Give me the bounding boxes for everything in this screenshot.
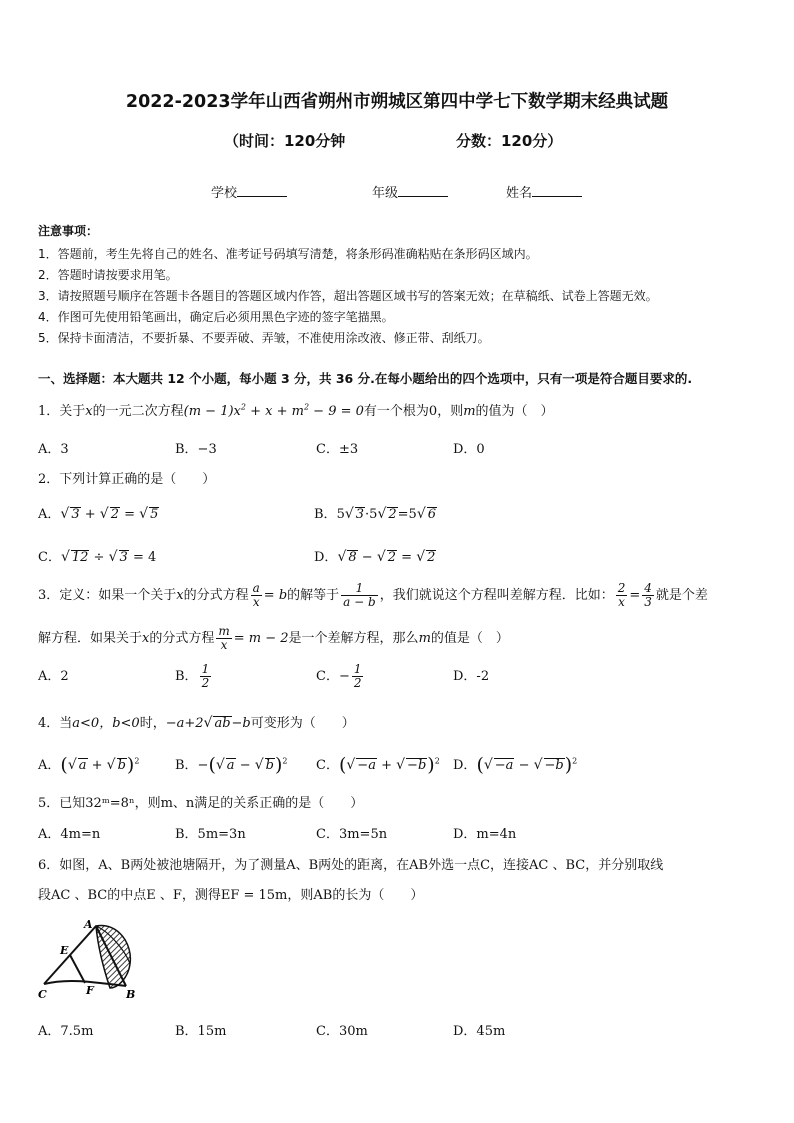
note-item: 4．作图可先使用铅笔画出，确定后必须用黑色字迹的签字笔描黑。 — [38, 310, 394, 324]
q4-expr: −b — [231, 716, 251, 731]
q4-option-label: C． — [316, 758, 339, 773]
q2-option-label: B． — [314, 507, 337, 522]
question-2: 2．下列计算正确的是（ ） — [38, 472, 216, 487]
q4-text: 可变形为（ ） — [250, 716, 355, 731]
note-item: 3．请按照题号顺序在答题卡各题目的答题区域内作答，超出答题区域书写的答案无效；在草稿纸、试卷上答题无效。 — [38, 289, 658, 303]
note-item: 5．保持卡面清洁，不要折暴、不要弄破、弄皱，不准使用涂改液、修正带、刮纸刀。 — [38, 331, 490, 345]
q1-option-a[interactable]: A．3 — [38, 442, 69, 457]
denominator: a − b — [343, 595, 376, 609]
q1-text: 有一个根为 — [363, 404, 429, 419]
q1-equation: $(m - 1)x^2 + x + m^2 - 9 = 0$ — [183, 402, 364, 419]
name-field — [506, 182, 582, 201]
q4-option-d[interactable]: D．(√ −a − √ −b)$^2$ — [453, 754, 578, 776]
numerator: a — [252, 581, 260, 595]
q3-var: x — [142, 631, 150, 646]
fraction — [642, 582, 654, 609]
question-3-line-1: 3．定义：如果一个关于x的分式方程 $\frac{a}{x}$ = b的解等于 $\frac{1}{a - b}$ ，我们就说这个方程叫差解方程．比如： $\frac{2}{x}$ = $\frac{4}{3}$ 就是个差 — [38, 581, 708, 609]
q3-option-label: C．− — [316, 669, 350, 684]
q6-option-c[interactable]: C．30m — [316, 1024, 368, 1039]
radicand: 8 — [348, 550, 357, 565]
numerator: 2 — [617, 581, 626, 595]
q3-option-b[interactable] — [175, 660, 213, 694]
denominator: 2 — [353, 676, 362, 690]
numerator: 1 — [201, 662, 210, 676]
q6-option-a[interactable]: A．7.5m — [38, 1024, 94, 1039]
q5-option-d[interactable]: D．m=4n — [453, 827, 517, 842]
label-a: A — [84, 918, 93, 931]
fraction — [216, 625, 231, 652]
question-3-line-2 — [38, 622, 509, 656]
q6-option-d[interactable]: D．45m — [453, 1024, 506, 1039]
label-e: E — [60, 944, 69, 957]
numerator: 1 — [341, 582, 378, 596]
notes-heading: 注意事项： — [38, 224, 99, 238]
question-4: 4．当a<0，b<0时，−a+2√ ab−b可变形为（ ） — [38, 715, 355, 731]
total-score: 分数：120分） — [456, 132, 563, 150]
q4-option-c[interactable]: C．(√ −a + √ −b)$^2$ — [316, 754, 440, 776]
q2-option-label: C． — [38, 550, 61, 565]
fraction — [341, 582, 378, 609]
question-5: 5．已知32ᵐ=8ⁿ，则m、n满足的关系正确的是（ ） — [38, 796, 364, 811]
label-f: F — [86, 984, 94, 997]
q2-option-b[interactable]: B．5√ 3·5√ 2=5√ 6 — [314, 506, 437, 522]
coef: ·5 — [365, 507, 378, 522]
q3-eq: = m − 2 — [233, 631, 289, 646]
q2-option-c[interactable]: C．√ 12 ÷ √ 3 = 4 — [38, 549, 157, 565]
q1-text: ，则 — [437, 404, 464, 419]
q1-eq-part: + x + m — [245, 404, 304, 419]
q1-option-c[interactable]: C．±3 — [316, 442, 359, 457]
q4-option-label: D． — [453, 758, 477, 773]
section-heading: 一、选择题：本大题共 12 个小题，每小题 3 分，共 36 分.在每小题给出的四个选项中，只有一项是符合题目要求的. — [38, 371, 693, 386]
fraction — [251, 582, 262, 609]
numerator: 4 — [644, 581, 652, 595]
question-1 — [38, 400, 554, 419]
q3-eq: = b — [263, 588, 288, 603]
numerator: m — [218, 624, 230, 638]
q4-option-label: A． — [38, 758, 61, 773]
question-6-line-1: 6．如图，A、B两处被池塘隔开，为了测量A、B两处的距离，在AB外选一点C，连接AC 、BC，并分别取线 — [38, 858, 664, 873]
fraction — [352, 663, 364, 690]
fraction — [616, 582, 628, 609]
q1-text: 的值为（ ） — [475, 404, 554, 419]
q1-eq-part: (m − 1)x — [183, 404, 241, 419]
label-c: C — [38, 988, 47, 1001]
school-field — [211, 182, 287, 201]
school-label: 学校 — [211, 186, 238, 201]
grade-blank[interactable] — [398, 184, 448, 197]
q4-cond: a<0， — [72, 716, 113, 731]
denominator: x — [618, 595, 625, 609]
q4-text: 时， — [139, 716, 166, 731]
question-6-line-2: 段AC 、BC的中点E 、F，测得EF = 15m，则AB的长为（ ） — [38, 888, 424, 903]
grade-field — [372, 182, 448, 201]
q2-option-a[interactable]: A．√ 3 + √ 2 = √ 5 — [38, 506, 159, 522]
q4-option-a[interactable]: A．(√ a + √ b)$^2$ — [38, 754, 140, 776]
q3-text: 的分式方程 — [149, 631, 215, 646]
radicand: 2 — [388, 507, 397, 522]
coef: 5 — [336, 507, 345, 522]
radicand: 6 — [427, 507, 437, 522]
q1-text: 的一元二次方程 — [92, 404, 184, 419]
q1-option-b[interactable]: B．−3 — [175, 442, 217, 457]
radicand: 2 — [387, 550, 397, 565]
q3-text: 的分式方程 — [183, 588, 249, 603]
q1-var: x — [85, 404, 93, 419]
radicand: 3 — [71, 507, 80, 522]
denominator: x — [252, 595, 260, 609]
q6-option-b[interactable]: B．15m — [175, 1024, 227, 1039]
denominator: x — [220, 638, 228, 652]
time-limit: （时间：120分钟 — [224, 132, 346, 150]
radicand: 5 — [150, 507, 159, 522]
q1-var: m — [463, 404, 476, 419]
q3-text: ，我们就说这个方程叫差解方程．比如： — [379, 588, 614, 603]
q4-expr: −a+2 — [165, 716, 204, 731]
name-label: 姓名 — [506, 186, 533, 201]
denominator: 2 — [201, 676, 210, 690]
q5-option-a[interactable]: A．4m=n — [38, 827, 101, 842]
radicand: 2 — [427, 550, 436, 565]
radicand: 3 — [355, 507, 365, 522]
q5-option-c[interactable]: C．3m=5n — [316, 827, 388, 842]
radicand: 3 — [119, 550, 128, 565]
q1-text: 1．关于 — [38, 404, 86, 419]
denominator: 3 — [644, 595, 652, 609]
q1-eq-part: − 9 = 0 — [309, 404, 364, 419]
q3-text: 3．定义：如果一个关于 — [38, 588, 177, 603]
q3-text: 就是个差 — [655, 588, 708, 603]
fraction — [200, 663, 212, 690]
q3-text: 是一个差解方程，那么 — [288, 631, 419, 646]
q3-option-d[interactable]: D．-2 — [453, 669, 490, 684]
radicand: 12 — [71, 550, 89, 565]
q3-text: 的值是（ ） — [430, 631, 509, 646]
page-title: 2022-2023学年山西省朔州市朔城区第四中学七下数学期末经典试题 — [125, 92, 669, 112]
q4-cond: b<0 — [112, 716, 140, 731]
q1-root: 0 — [428, 404, 438, 419]
numerator: 1 — [353, 662, 362, 676]
name-blank[interactable] — [532, 184, 582, 197]
note-item: 1．答题前，考生先将自己的姓名、准考证号码填写清楚，将条形码准确粘贴在条形码区域内。 — [38, 247, 538, 261]
q3-var: m — [418, 631, 431, 646]
radicand: ab — [214, 716, 231, 731]
q3-text: 解方程．如果关于 — [38, 631, 143, 646]
school-blank[interactable] — [237, 184, 287, 197]
note-item: 2．答题时请按要求用笔。 — [38, 268, 178, 282]
q4-option-b[interactable]: B．−(√ a − √ b)$^2$ — [175, 754, 288, 776]
pond-diagram — [38, 918, 138, 1002]
q3-option-label: B． — [175, 669, 198, 684]
q1-option-d[interactable]: D．0 — [453, 442, 485, 457]
result: = 4 — [132, 550, 157, 565]
q3-option-c[interactable] — [316, 660, 365, 694]
q4-text: 4．当 — [38, 716, 73, 731]
q4-option-label: B．− — [175, 758, 209, 773]
q3-var: x — [176, 588, 184, 603]
q3-text: 的解等于 — [287, 588, 340, 603]
grade-label: 年级 — [372, 186, 399, 201]
q2-option-d[interactable]: D．√ 8 − √ 2 = √ 2 — [314, 549, 436, 565]
coef: =5 — [397, 507, 417, 522]
q5-option-b[interactable]: B．5m=3n — [175, 827, 246, 842]
q2-option-label: D． — [314, 550, 338, 565]
label-b: B — [126, 988, 136, 1001]
q3-option-a[interactable]: A．2 — [38, 669, 69, 684]
segment-ef — [70, 955, 85, 983]
radicand: 2 — [110, 507, 119, 522]
q2-option-label: A． — [38, 507, 61, 522]
